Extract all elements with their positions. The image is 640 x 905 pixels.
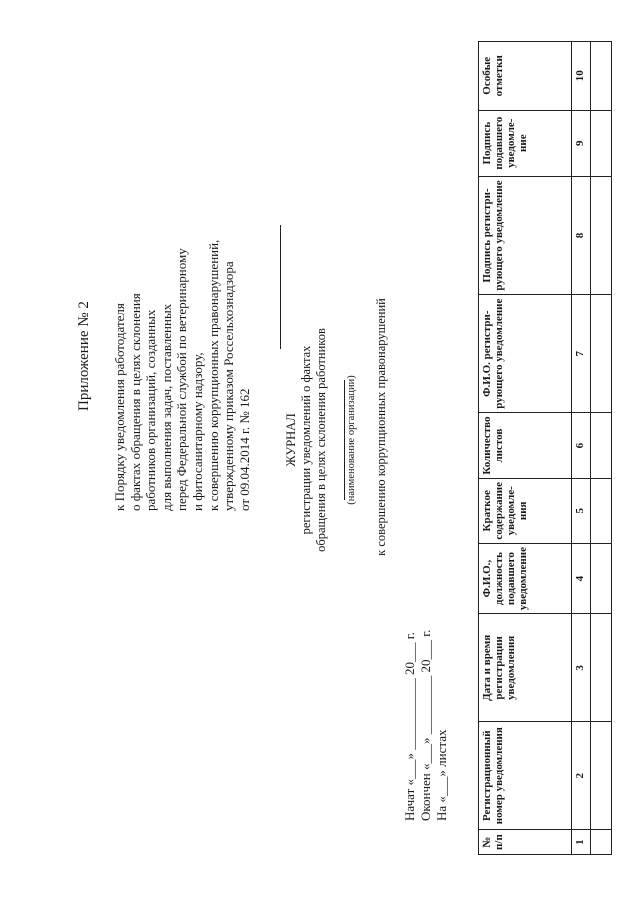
table-cell (591, 42, 612, 111)
separator-line (280, 225, 281, 349)
column-number-row (572, 42, 591, 855)
table-row (591, 42, 612, 855)
column-header: Количество листов (479, 413, 572, 479)
sheets-field: На «___» листах (434, 729, 449, 821)
column-header: Дата и время регистрации уведомления (479, 614, 572, 722)
table-cell (591, 830, 612, 855)
column-number: 9 (572, 110, 591, 176)
column-header: Краткое содержание уведомле-ния (479, 478, 572, 543)
table-cell (591, 176, 612, 294)
journal-subtitle-line1: регистрации уведомлений о фактах (299, 345, 313, 535)
column-number: 2 (572, 722, 591, 830)
column-header: Ф.И.О. регистри-рующего уведомление (479, 295, 572, 413)
registration-table (478, 41, 612, 855)
table-cell (591, 543, 612, 614)
column-header: Регистрационный номер уведомления (479, 722, 572, 830)
column-header: Подпись подавшего уведомле-ние (479, 110, 572, 176)
column-number: 1 (572, 830, 591, 855)
order-line: для выполнения задач, поставленных (158, 303, 174, 511)
journal-period (402, 630, 450, 821)
table-cell (591, 722, 612, 830)
appendix-title: Приложение № 2 (76, 301, 92, 411)
column-number: 8 (572, 176, 591, 294)
table-cell (591, 295, 612, 413)
ended-field: Окончен «___» _________ 20___ г. (418, 629, 433, 821)
table-cell (591, 614, 612, 722)
started-field: Начат «___» ___________ 20___ г. (402, 632, 417, 821)
order-line: утвержденному приказом Россельхознадзора (221, 261, 237, 511)
table-cell (591, 478, 612, 543)
table-header-row (479, 42, 572, 855)
order-line: к совершению коррупционных правонарушений, (205, 239, 221, 511)
column-header: Ф.И.О., должность подавшего уведомление (479, 543, 572, 614)
order-line: о фактах обращения в целях склонения (127, 293, 143, 511)
order-line: работников организаций, созданных (143, 309, 159, 511)
order-line: от 09.04.2014 г. № 162 (236, 388, 252, 511)
column-number: 6 (572, 413, 591, 479)
order-line: перед Федеральной службой по ветеринарному (174, 248, 190, 511)
journal-subtitle-line2: обращения в целях склонения работников (314, 328, 328, 552)
column-header: Особые отметки (479, 42, 572, 111)
table-cell (591, 110, 612, 176)
column-number: 7 (572, 295, 591, 413)
organization-caption: (наименование организации) (346, 375, 357, 505)
organization-name-line (344, 380, 345, 500)
order-line: к Порядку уведомления работодателя (112, 303, 127, 511)
column-number: 10 (572, 42, 591, 111)
table-cell (591, 413, 612, 479)
column-header: № п/п (479, 830, 572, 855)
journal-title: ЖУРНАЛ (284, 413, 298, 467)
order-reference (112, 240, 252, 511)
column-header: Подпись регистри-рующего уведомление (479, 176, 572, 294)
order-line: и фитосанитарному надзору, (189, 352, 205, 511)
column-number: 4 (572, 543, 591, 614)
column-number: 3 (572, 614, 591, 722)
column-number: 5 (572, 478, 591, 543)
journal-purpose: к совершению коррупционных правонарушений (374, 298, 388, 556)
